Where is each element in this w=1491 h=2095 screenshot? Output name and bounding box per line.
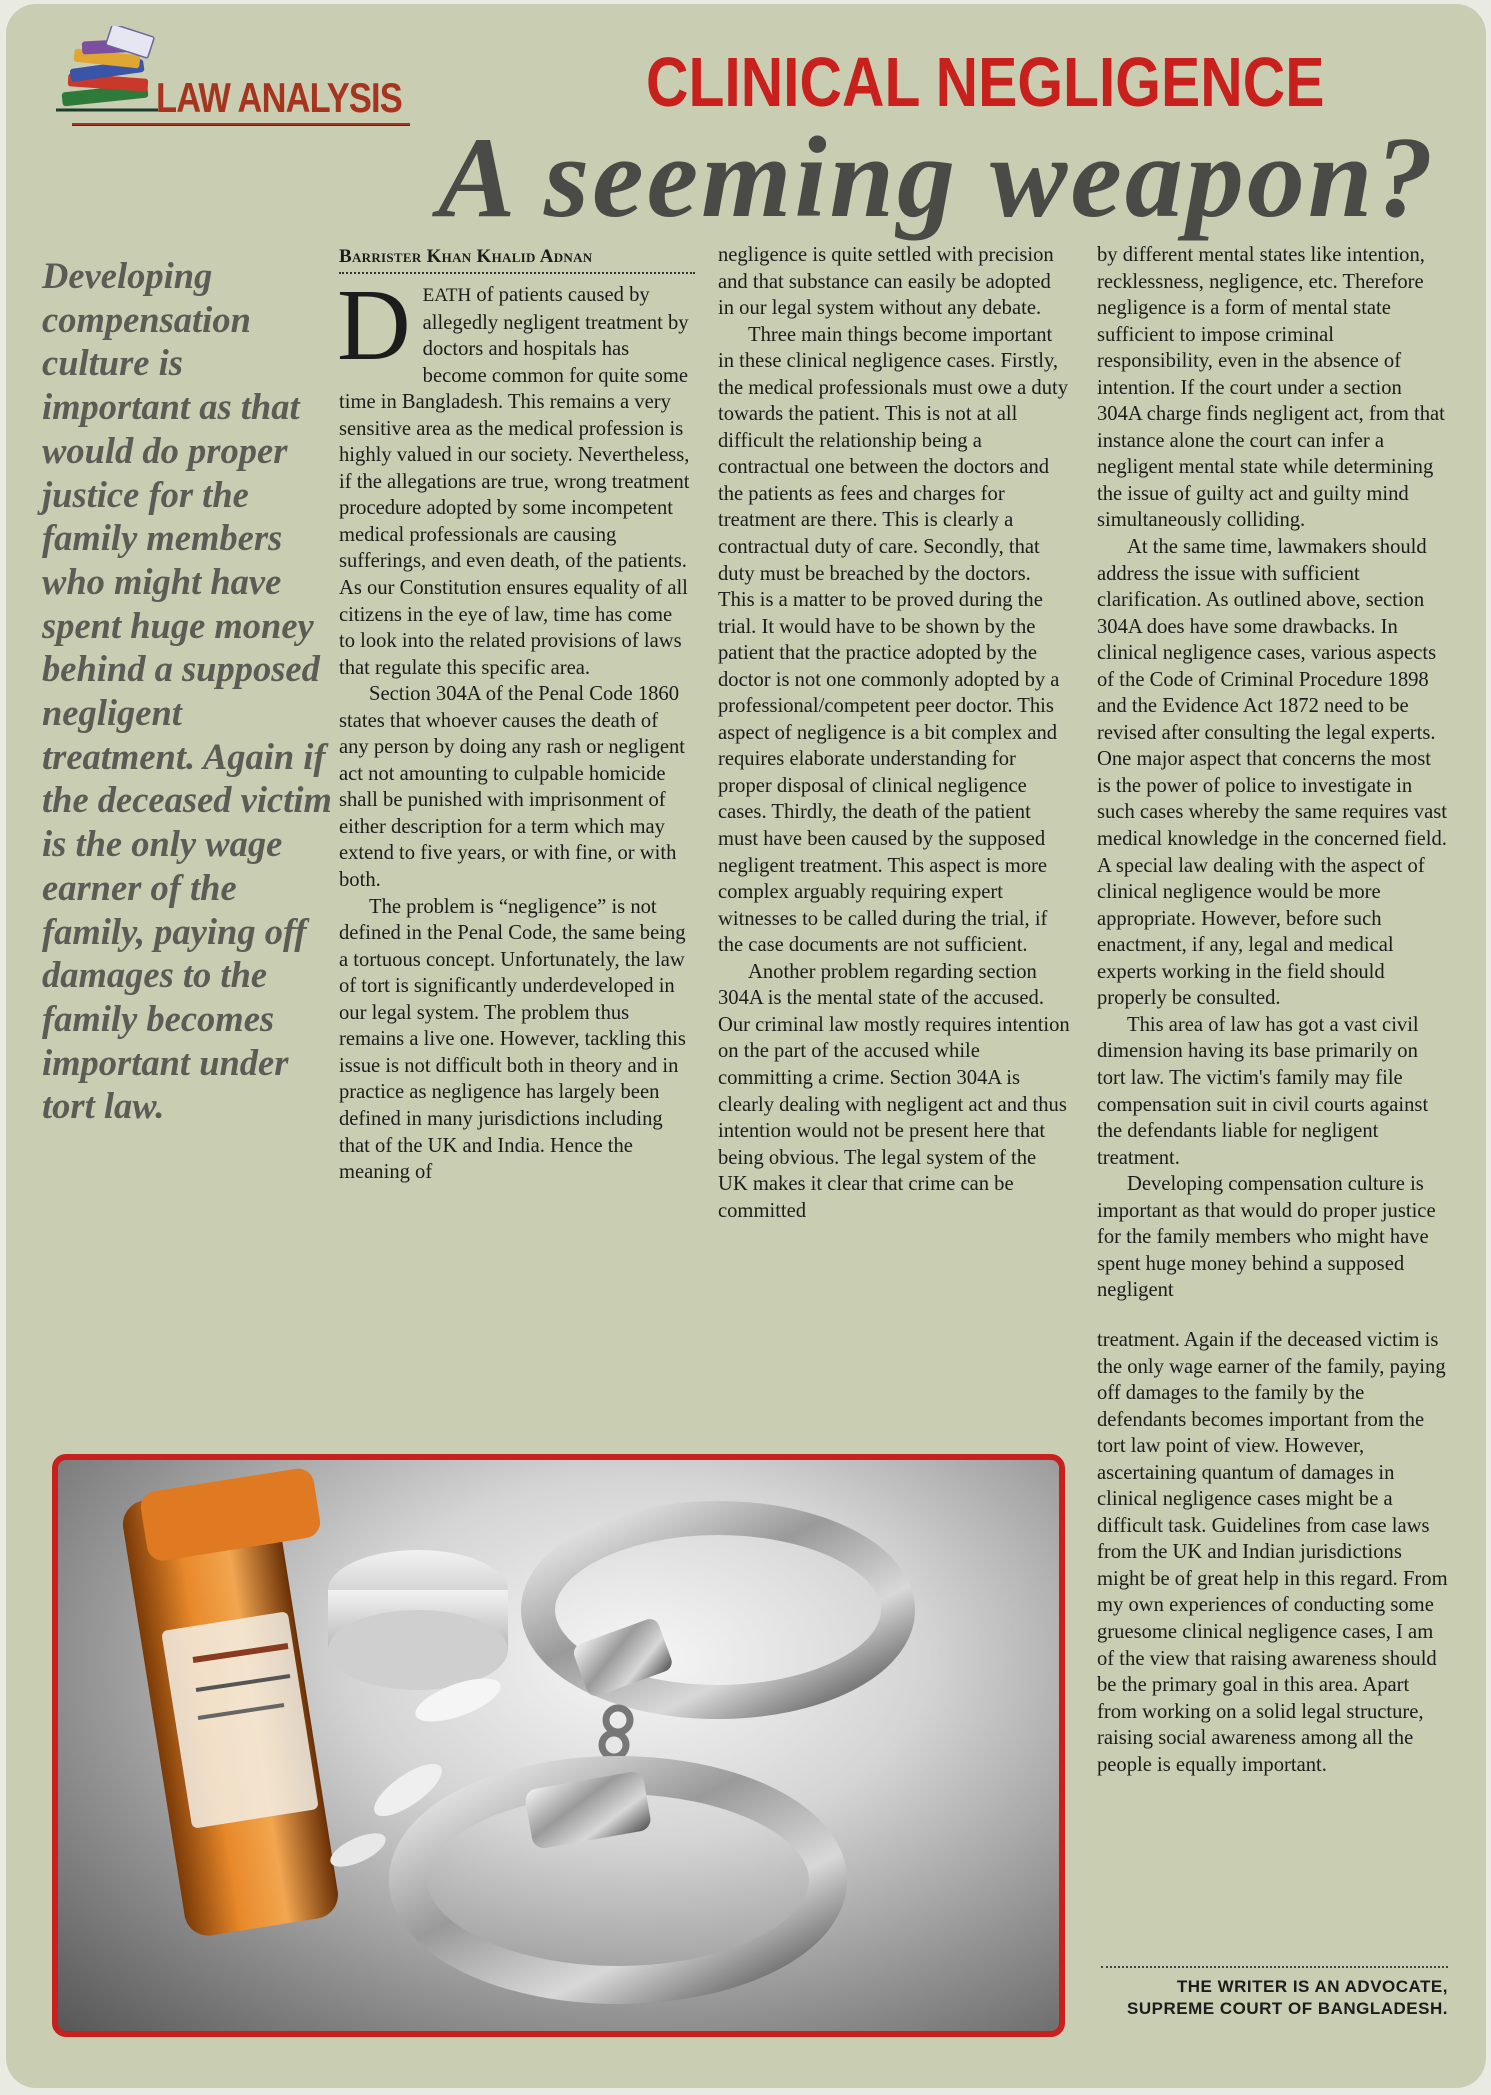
article-column-1	[337, 269, 691, 1186]
article-text: of patients caused by allegedly negligent treatment by doctors and hospitals has become common for quite some time in Bangladesh. This remains a very sensitive area as the medical profession is highly valued in our society. Nevertheless, if the allegations are true, wrong treatment procedure adopted by some incompetent medical professionals are causing sufferings, and even death, of the patients. As our Constitution ensures equality of all citizens in the eye of law, time has come to look into the related provisions of laws that regulate this specific area.	[339, 284, 690, 679]
headline: A seeming weapon?	[438, 114, 1437, 242]
article-paragraph: This area of law has got a vast civil dimension having its base primarily on tort law. The victim's family may file compensation suit in civil courts against the defendants liable for negligent treatment.	[1097, 1013, 1429, 1169]
kicker-title: CLINICAL NEGLIGENCE	[646, 43, 1325, 121]
article-paragraph: At the same time, lawmakers should address the issue with sufficient clarification. As outlined above, section 304A does have some drawbacks. In clinical negligence cases, various aspects of the Code of Criminal Procedure 1898 and the Evidence Act 1872 need to be revised after consulting the legal experts. One major aspect that concerns the most is the power of police to investigate in such cases whereby the same requires vast medical knowledge in the concerned field. A special law dealing with the aspect of clinical negligence would be more appropriate. However, before such enactment, if any, legal and medical experts working in the field should properly be consulted.	[1097, 536, 1447, 1010]
article-paragraph: treatment. Again if the deceased victim is the only wage earner of the family, paying off damages to the family by the defendants becomes important from the tort law point of view. However, ascertaining quantum of damages in clinical negligence cases might be a difficult task. Guidelines from case laws from the UK and Indian jurisdictions might be of great help in this regard. From my own experiences of conducting some gruesome clinical negligence cases, I am of the view that raising awareness should be the primary goal in this area. Apart from working on a solid legal structure, raising social awareness among all the people is equally important.	[1097, 1329, 1448, 1776]
article-paragraph	[337, 269, 691, 681]
lead-caps: EATH	[422, 285, 472, 306]
article-paragraph: negligence is quite settled with precision and that substance can easily be adopted in our legal system without any debate.	[718, 244, 1054, 320]
byline: Barrister Khan Khalid Adnan	[339, 246, 593, 267]
bottle-cap-icon	[328, 1550, 508, 1690]
article-column-2	[718, 242, 1070, 1224]
article-photo	[52, 1454, 1065, 2037]
section-underline	[72, 123, 410, 126]
article-paragraph: Three main things become important in these clinical negligence cases. Firstly, the medical professionals must owe a duty towards the patient. This is not at all difficult the relationship being a contractual one between the doctors and the patients as fees and charges for treatment are there. This is clearly a contractual duty of care. Secondly, that duty must be breached by the doctors. This is a matter to be proved during the trial. It would have to be shown by the patient that the practice adopted by the doctor is not one commonly adopted by a professional/competent peer doctor. This aspect of negligence is a bit complex and requires elaborate understanding for proper disposal of clinical negligence cases. Thirdly, the death of the patient must have been caused by the supposed negligent treatment. This aspect is more complex arguably requiring expert witnesses to be called during the trial, if the case documents are not sufficient.	[718, 323, 1069, 957]
article-paragraph: The problem is “negligence” is not defined in the Penal Code, the same being a tortuous concept. Unfortunately, the law of tort is significantly underdeveloped in our legal system. The problem thus remains a live one. However, tackling this issue is not difficult both in theory and in practice as negligence has largely been defined in many jurisdictions including that of the UK and India. Hence the meaning of	[339, 895, 686, 1184]
pull-quote: Developing compensation culture is important as that would do proper justice for the family members who might have spent huge money behind a supposed negligent treatment. Again if the deceased victim is the only wage earner of the family, paying off damages to the family becomes important under tort law.	[42, 255, 332, 1127]
article-column-3	[1097, 242, 1449, 1304]
books-icon	[48, 26, 168, 126]
writer-divider	[1101, 1966, 1448, 1968]
article-paragraph: by different mental states like intention, recklessness, negligence, etc. Therefore negligence is a form of mental state sufficient to impose criminal responsibility, even in the absence of intention. If the court under a section 304A charge finds negligent act, from that instance alone the court can infer a negligent mental state while determining the issue of guilty act and guilty mind simultaneously colliding.	[1097, 244, 1445, 532]
drop-cap: D	[337, 269, 411, 382]
article-paragraph: Developing compensation culture is important as that would do proper justice for the family members who might have spent huge money behind a supposed negligent	[1097, 1173, 1436, 1302]
article-paragraph: Section 304A of the Penal Code 1860 states that whoever causes the death of any person by doing any rash or negligent act not amounting to culpable homicide shall be punished with imprisonment of either description for a term which may extend to five years, or with fine, or with both.	[339, 683, 686, 892]
section-label: LAW ANALYSIS	[156, 74, 402, 121]
article-column-3-continued	[1097, 1327, 1449, 1778]
writer-note: THE WRITER IS AN ADVOCATE, SUPREME COURT OF BANGLADESH.	[1127, 1977, 1448, 2018]
pill-bottle-icon	[120, 1466, 342, 1939]
article-paragraph: Another problem regarding section 304A is the mental state of the accused. Our criminal law mostly requires intention on the part of the accused while committing a crime. Section 304A is clearly dealing with negligent act and thus intention would not be present here that being obvious. The legal system of the UK makes it clear that crime can be committed	[718, 960, 1070, 1222]
page-background	[6, 4, 1486, 2088]
